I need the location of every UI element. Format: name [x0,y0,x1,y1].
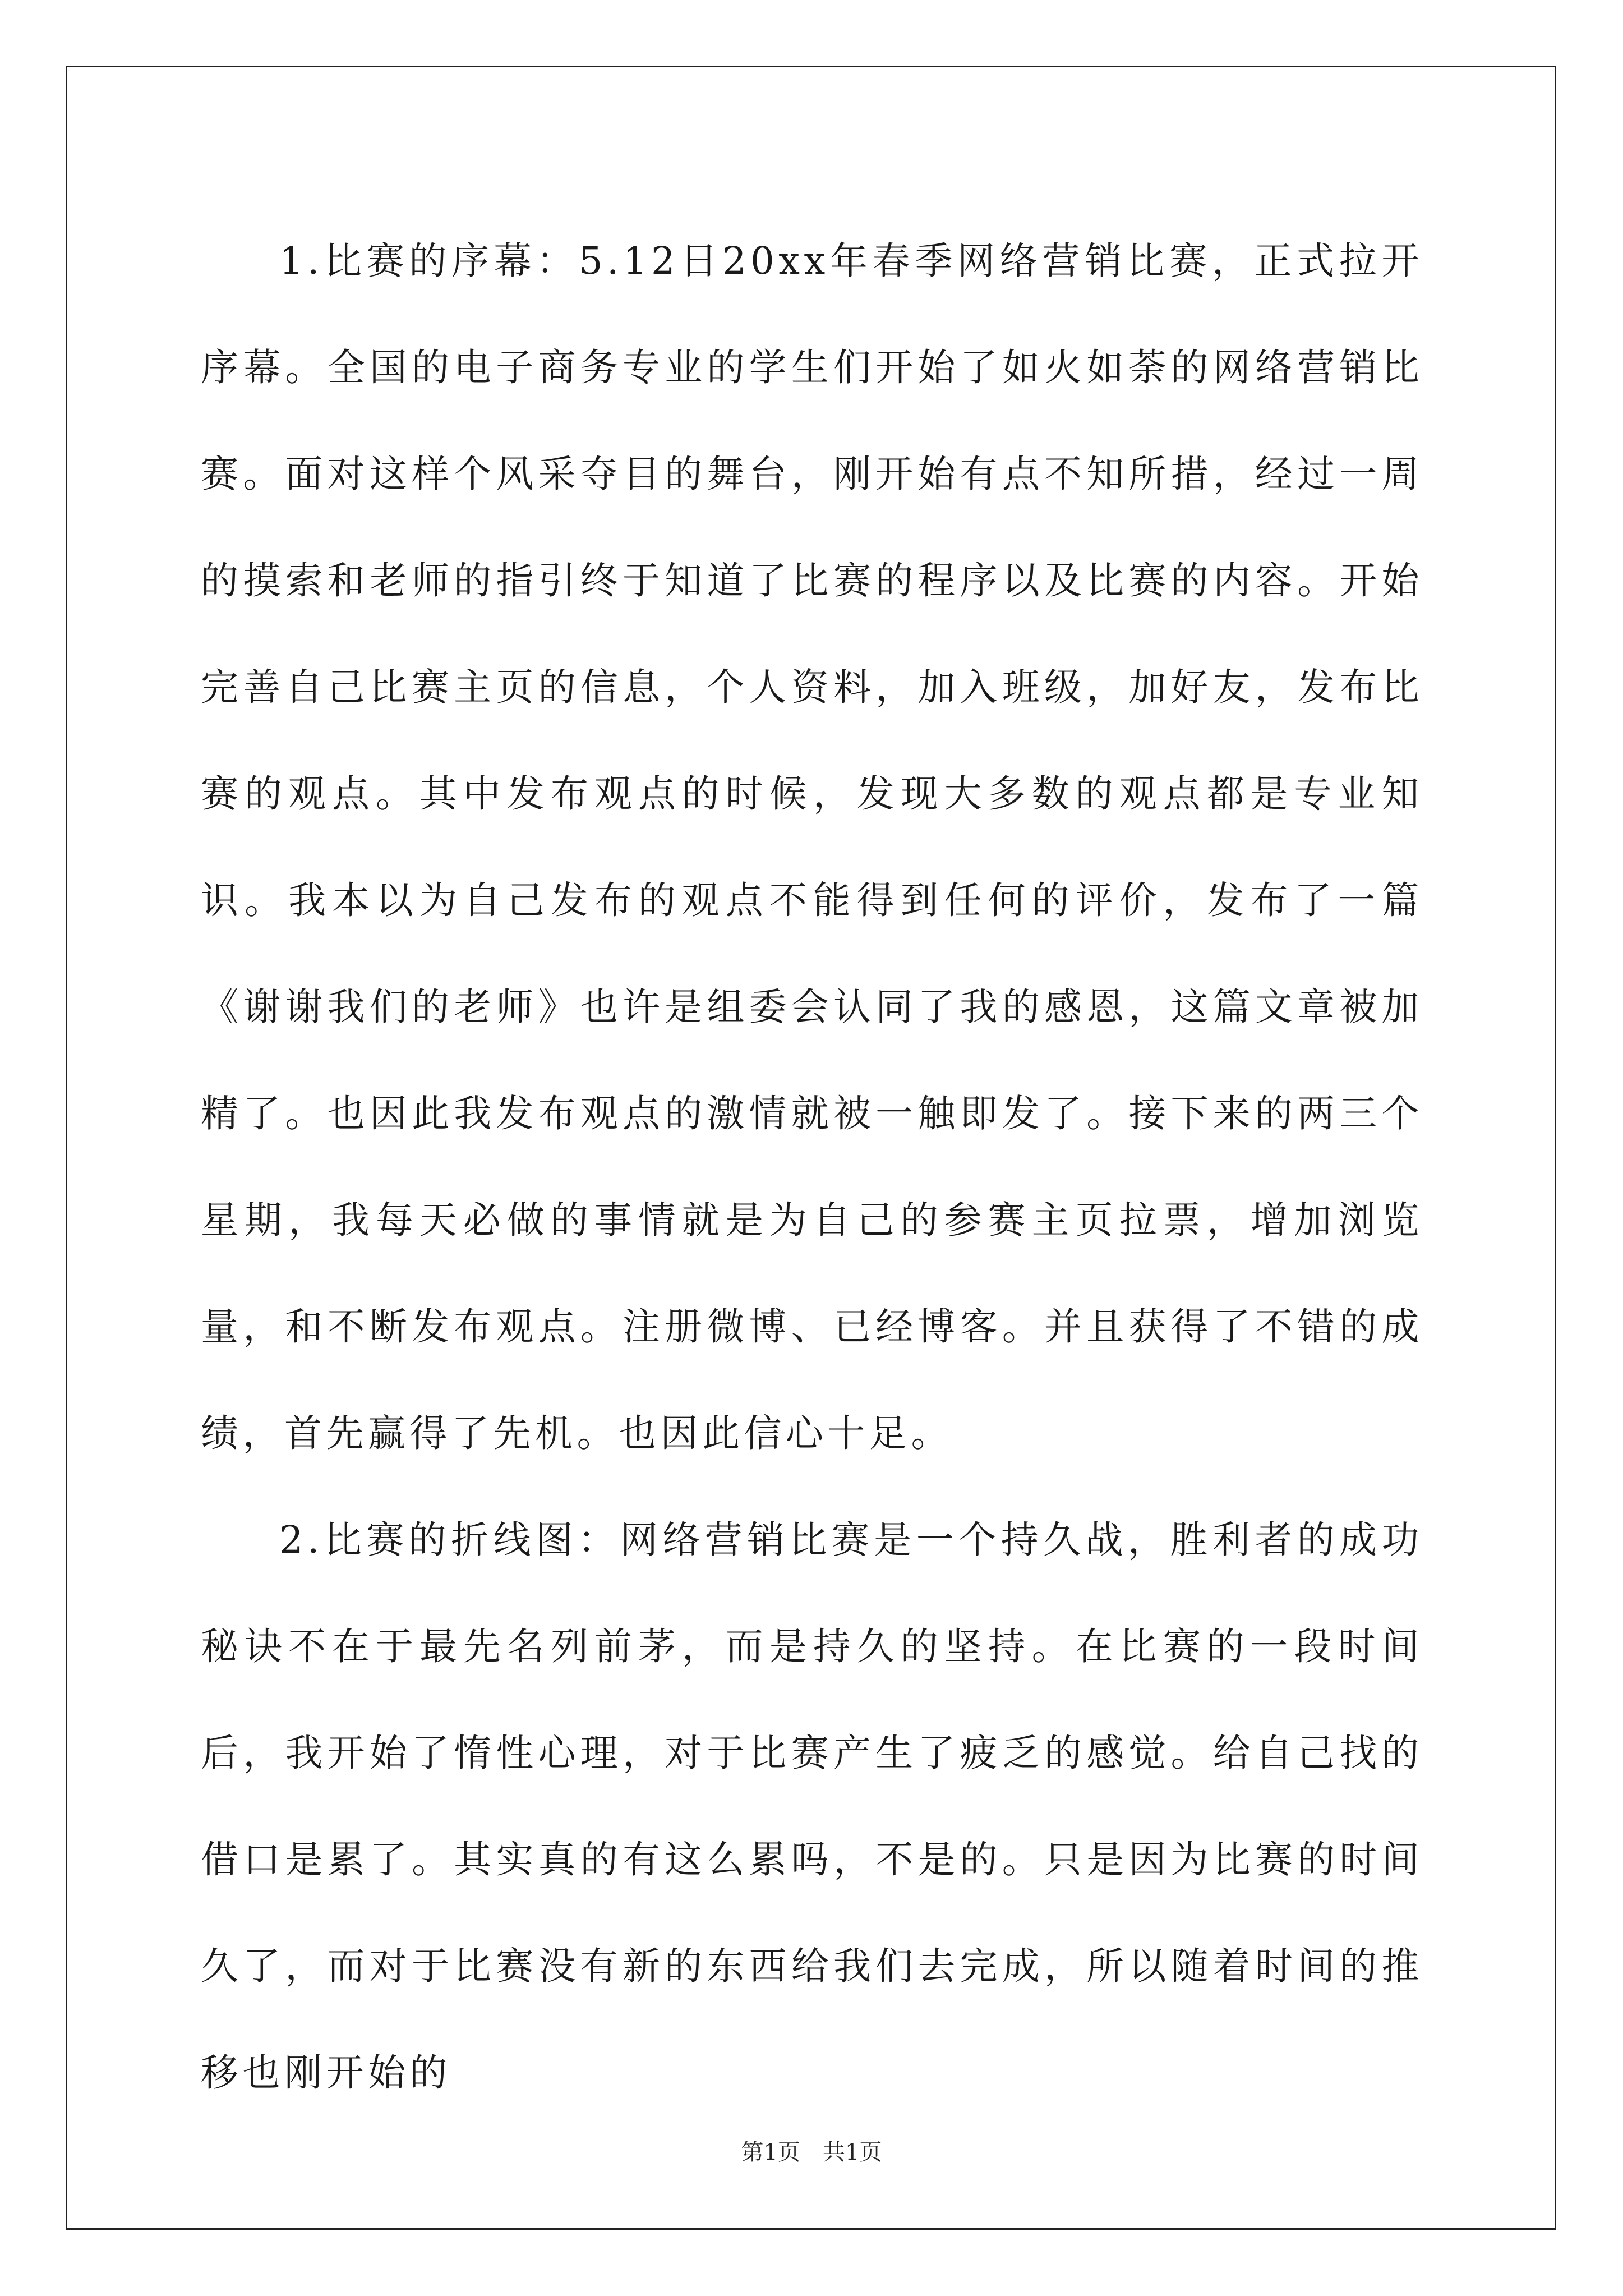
page-number-current: 第1页 [741,2139,800,2165]
page-footer [0,2138,1623,2166]
page-number-total: 共1页 [823,2139,882,2165]
document-body [201,208,1423,2126]
paragraph-1: 1.比赛的序幕：5.12日20xx年春季网络营销比赛，正式拉开序幕。全国的电子商务专业的学生们开始了如火如荼的网络营销比赛。面对这样个风采夺目的舞台，刚开始有点不知所措，经过一周的摸索和老师的指引终于知道了比赛的程序以及比赛的内容。开始完善自己比赛主页的信息，个人资料，加入班级，加好友，发布比赛的观点。其中发布观点的时候，发现大多数的观点都是专业知识。我本以为自己发布的观点不能得到任何的评价，发布了一篇《谢谢我们的老师》也许是组委会认同了我的感恩，这篇文章被加精了。也因此我发布观点的激情就被一触即发了。接下来的两三个星期，我每天必做的事情就是为自己的参赛主页拉票，增加浏览量，和不断发布观点。注册微博、已经博客。并且获得了不错的成绩，首先赢得了先机。也因此信心十足。 [201,239,1423,1455]
paragraph-2: 2.比赛的折线图：网络营销比赛是一个持久战，胜利者的成功秘诀不在于最先名列前茅，而是持久的坚持。在比赛的一段时间后，我开始了惰性心理，对于比赛产生了疲乏的感觉。给自己找的借口是累了。其实真的有这么累吗，不是的。只是因为比赛的时间久了，而对于比赛没有新的东西给我们去完成，所以随着时间的推移也刚开始的 [201,1518,1423,2095]
